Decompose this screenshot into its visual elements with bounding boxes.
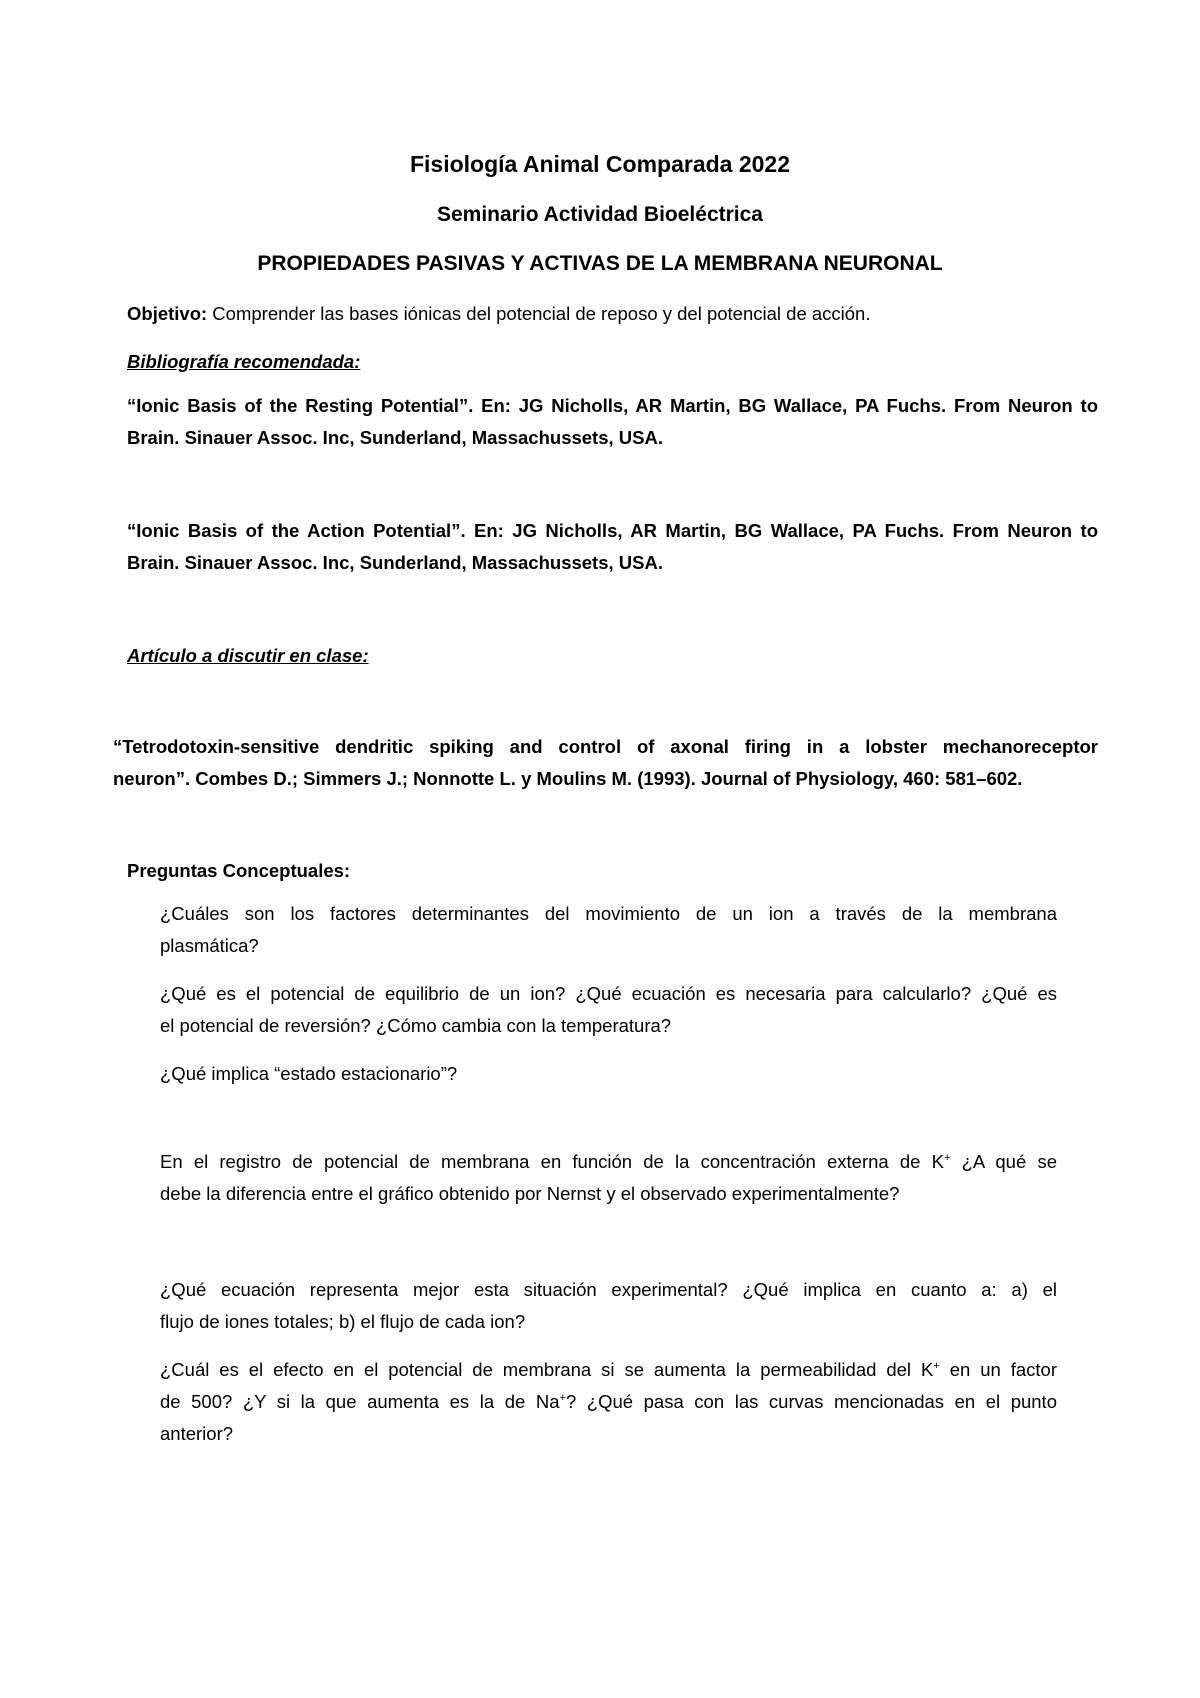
bibliography-heading: Bibliografía recomendada:	[127, 351, 361, 372]
question-3: ¿Qué implica “estado estacionario”?	[160, 1063, 458, 1084]
reference-2-line-2: Brain. Sinauer Assoc. Inc, Sunderland, Massachussets, USA.	[127, 552, 663, 573]
question-5-line-1: ¿Qué ecuación representa mejor esta situación experimental? ¿Qué implica en cuanto a: a) el	[160, 1279, 1057, 1300]
question-1-line-2: plasmática?	[160, 935, 259, 956]
seminar-title: Seminario Actividad Bioeléctrica	[436, 203, 763, 226]
main-title: PROPIEDADES PASIVAS Y ACTIVAS DE LA MEMBRANA NEURONAL	[257, 252, 943, 275]
question-6-line-1: ¿Cuál es el efecto en el potencial de membrana si se aumenta la permeabilidad del K+ en un factor	[160, 1359, 1058, 1380]
question-2-line-2: el potencial de reversión? ¿Cómo cambia con la temperatura?	[160, 1015, 672, 1036]
question-2-line-1: ¿Qué es el potencial de equilibrio de un ion? ¿Qué ecuación es necesaria para calcularlo? ¿Qué es	[160, 983, 1057, 1004]
article-heading: Artículo a discutir en clase:	[127, 645, 369, 666]
questions-heading: Preguntas Conceptuales:	[127, 860, 351, 881]
question-1-line-1: ¿Cuáles son los factores determinantes del movimiento de un ion a través de la membrana	[160, 903, 1057, 924]
question-6-line-3: anterior?	[160, 1423, 234, 1444]
objective-paragraph	[127, 305, 871, 324]
reference-1-line-1: “Ionic Basis of the Resting Potential”. En: JG Nicholls, AR Martin, BG Wallace, PA Fuchs. From Neuron to	[127, 395, 1098, 416]
objective-text: Comprender las bases iónicas del potencial de reposo y del potencial de acción.	[207, 303, 871, 324]
reference-1-line-2: Brain. Sinauer Assoc. Inc, Sunderland, Massachussets, USA.	[127, 427, 663, 448]
reference-2-line-1: “Ionic Basis of the Action Potential”. En: JG Nicholls, AR Martin, BG Wallace, PA Fuchs. From Neuron to	[127, 520, 1098, 541]
article-line-2: neuron”. Combes D.; Simmers J.; Nonnotte L. y Moulins M. (1993). Journal of Physiology, 460: 581–602.	[113, 768, 1023, 789]
course-title: Fisiología Animal Comparada 2022	[409, 151, 791, 177]
question-4-line-1: En el registro de potencial de membrana en función de la concentración externa de K+ ¿A qué se	[160, 1151, 1057, 1172]
question-5-line-2: flujo de iones totales; b) el flujo de cada ion?	[160, 1311, 526, 1332]
article-line-1: “Tetrodotoxin-sensitive dendritic spiking and control of axonal firing in a lobster mechanoreceptor	[113, 736, 1098, 757]
question-4-line-2: debe la diferencia entre el gráfico obtenido por Nernst y el observado experimentalmente?	[160, 1183, 900, 1204]
question-6-line-2: de 500? ¿Y si la que aumenta es la de Na+? ¿Qué pasa con las curvas mencionadas en el punto	[160, 1391, 1057, 1412]
objective-label: Objetivo:	[127, 303, 208, 324]
